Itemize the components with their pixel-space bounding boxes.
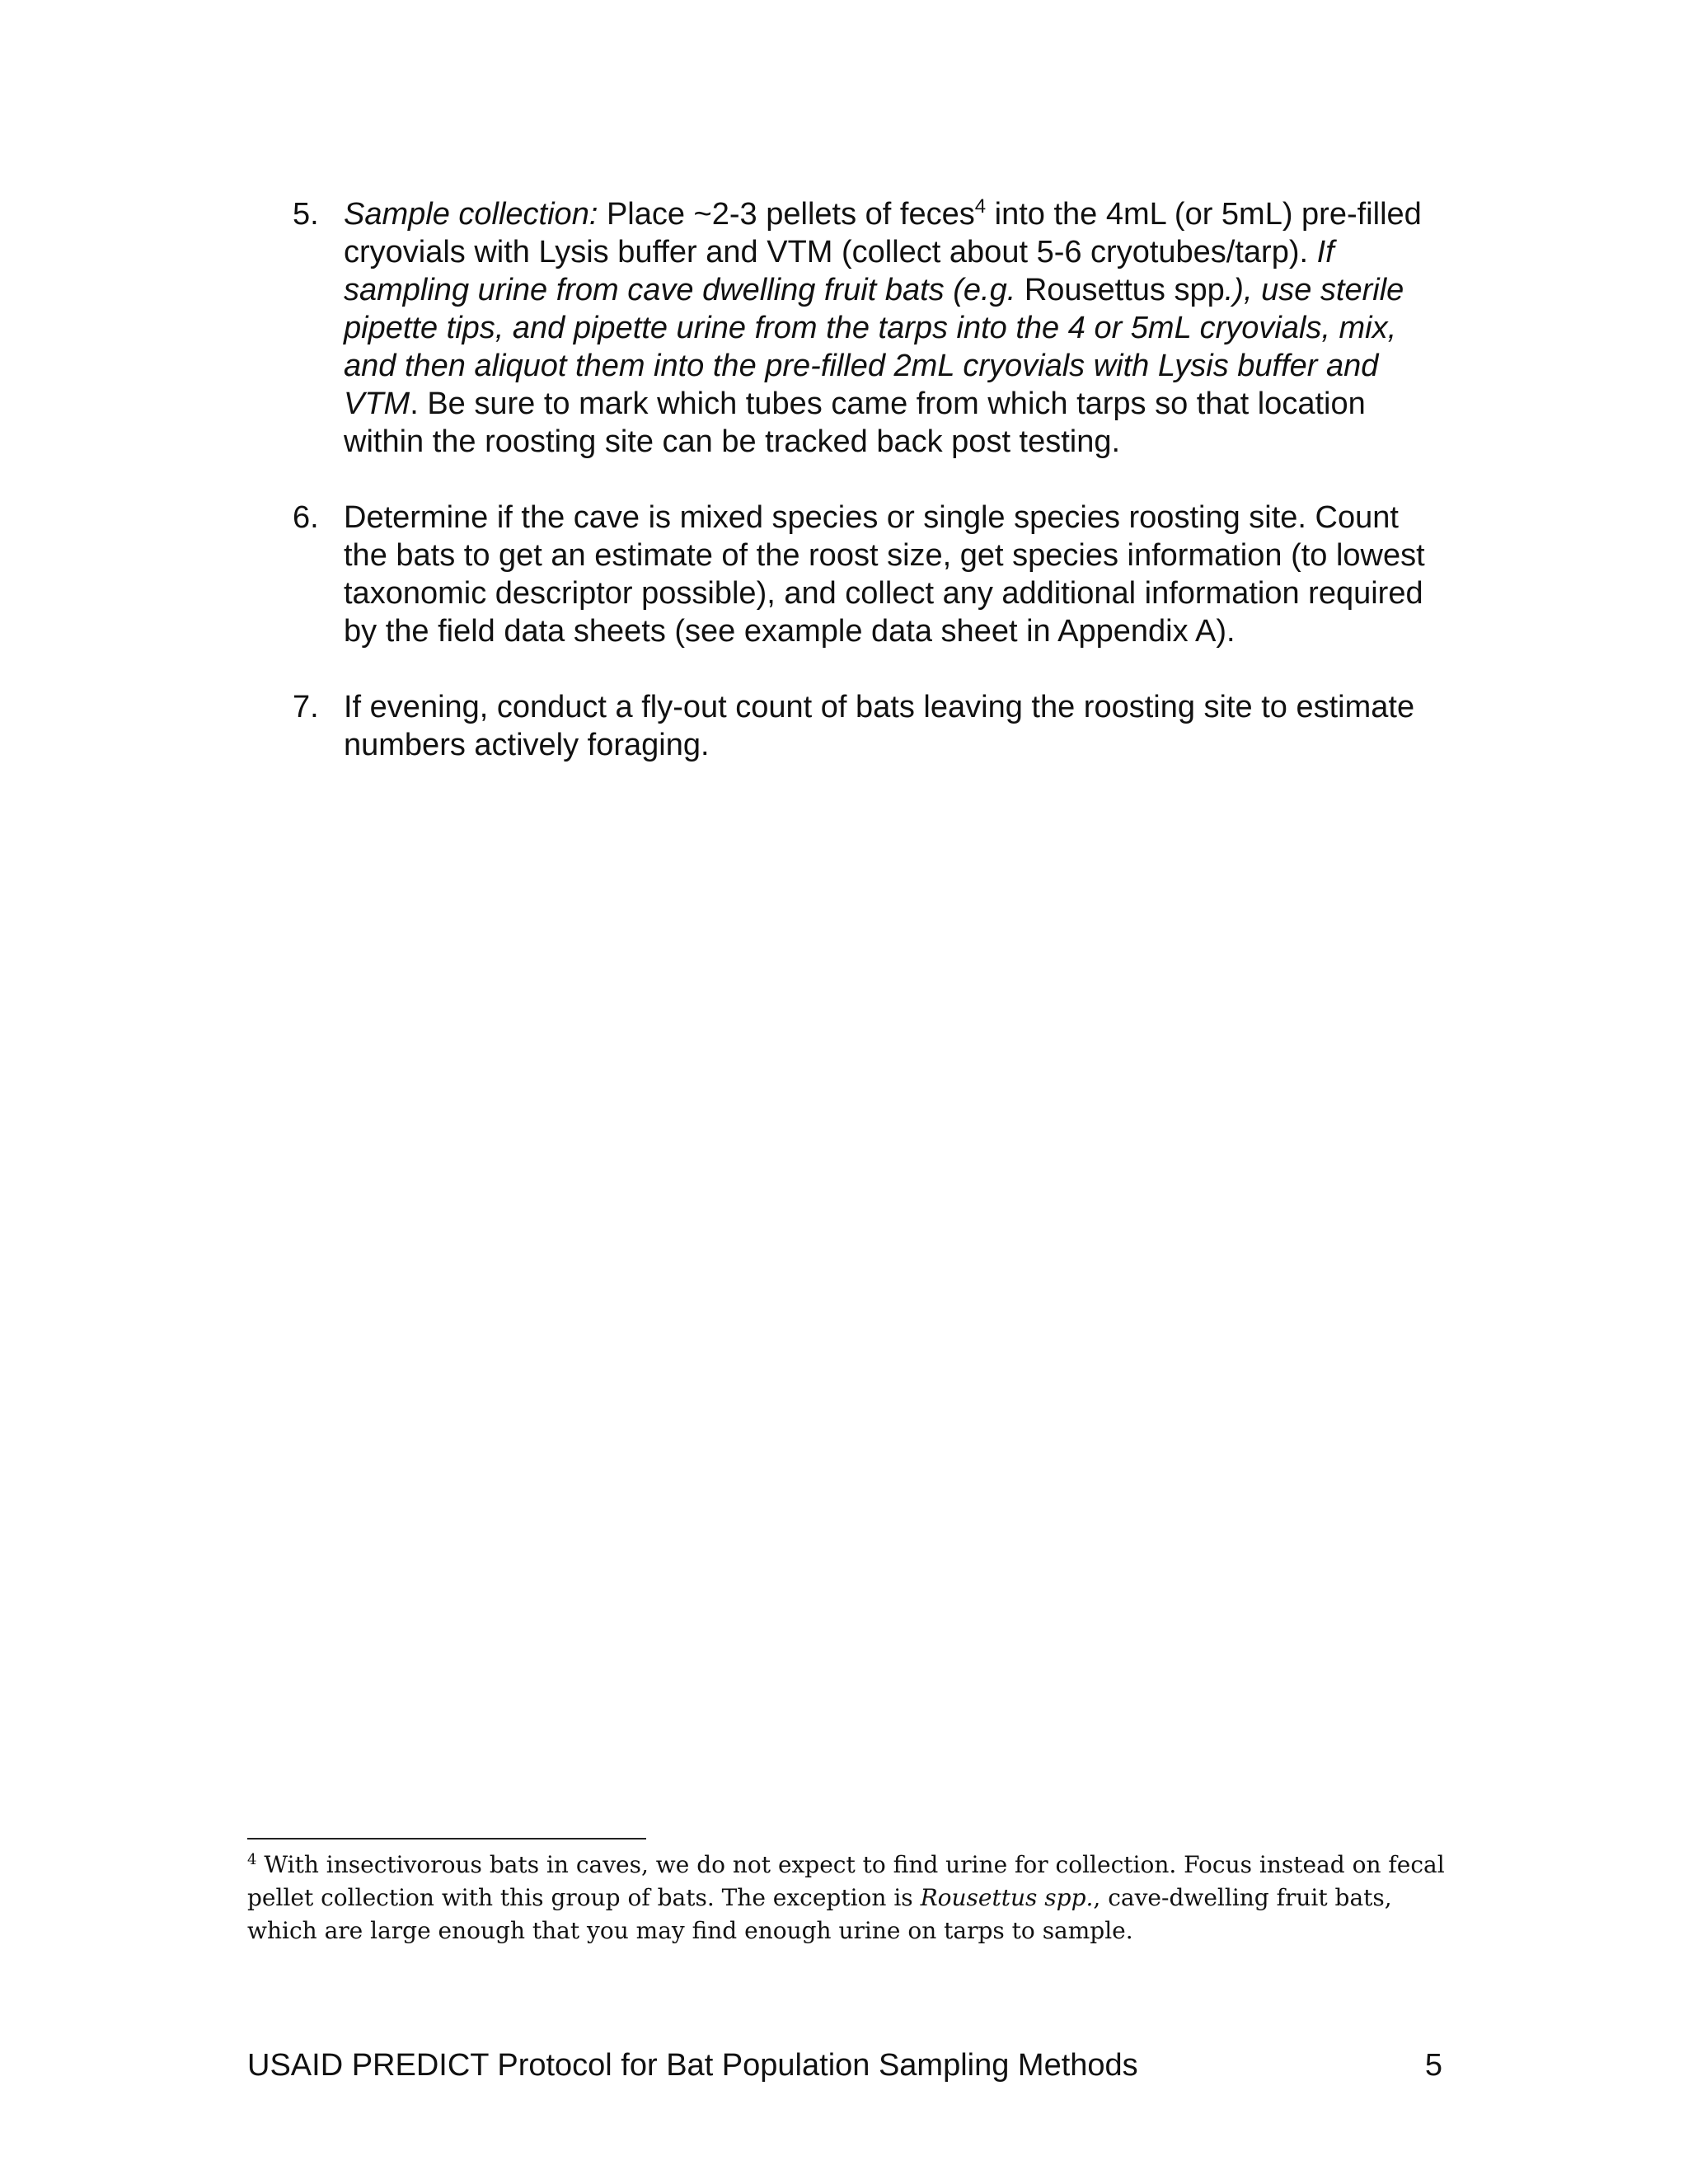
protocol-step-list xyxy=(293,195,1447,802)
footnote-text-segment: , cave-dwelling fruit bats, which are large enough that you may find enough urine on tarps to sample. xyxy=(247,1884,1392,1944)
protocol-step-7 xyxy=(293,688,1447,764)
footnote xyxy=(247,1849,1451,1947)
footnote-italic-segment: Rousettus spp. xyxy=(920,1884,1094,1911)
step-text-segment: Place ~2-3 pellets of feces xyxy=(598,197,975,232)
footnote-separator xyxy=(247,1838,646,1840)
step-number: 7. xyxy=(293,690,319,724)
step-number: 5. xyxy=(293,197,319,232)
footer-title: USAID PREDICT Protocol for Bat Population Sampling Methods xyxy=(247,2048,1138,2083)
step-text-segment: Rousettus spp xyxy=(1015,273,1225,307)
step-number: 6. xyxy=(293,500,319,535)
footnote-reference[interactable]: 4 xyxy=(974,195,987,218)
step-text: If evening, conduct a fly-out count of bats leaving the roosting site to estimate numbers actively foraging. xyxy=(344,690,1415,762)
footnote-text-segment: With insectivorous bats in caves, we do not expect to find urine for collection. Focus instead on fecal pellet collection with this group of bats. The exception is xyxy=(247,1851,1445,1911)
step-text: Determine if the cave is mixed species or single species roosting site. Count the bats to get an estimate of the roost size, get species information (to lowest taxonomic descriptor possible), and collect any additional information required by the field data sheets (see example data sheet in Appendix A). xyxy=(344,500,1425,649)
step-text-segment: into the 4mL (or 5mL) pre-filled cryovials with Lysis buffer and VTM (collect about 5-6 cryotubes/tarp). xyxy=(344,197,1422,269)
page-number: 5 xyxy=(1424,2048,1442,2083)
step-text-segment: . Be sure to mark which tubes came from which tarps so that location within the roosting site can be tracked back post testing. xyxy=(344,387,1366,459)
step-italic-segment: If sampling urine from cave dwelling fruit bats (e.g. xyxy=(344,235,1334,307)
footnote-number: 4 xyxy=(247,1851,257,1868)
protocol-step-6 xyxy=(293,499,1447,650)
step-italic-segment: .), use sterile pipette tips, and pipette urine from the tarps into the 4 or 5mL cryovials, mix, and then aliquot them into the pre-filled 2mL cryovials with Lysis buffer and VTM xyxy=(344,273,1404,421)
step-label: Sample collection: xyxy=(344,197,598,232)
step-text xyxy=(344,195,1447,461)
protocol-step-5 xyxy=(293,195,1447,461)
